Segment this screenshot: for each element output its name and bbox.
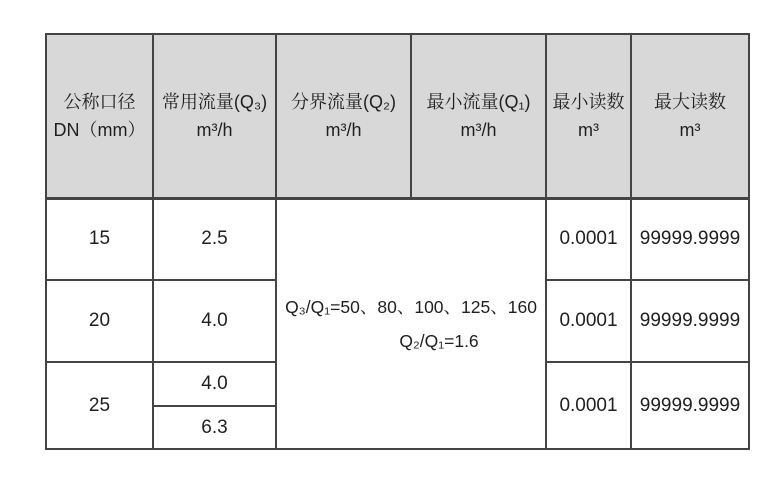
table-row-dn15: [46, 198, 749, 280]
cell-min-reading: 0.0001: [546, 362, 631, 449]
header-row: [46, 34, 749, 198]
header-unit: m³/h: [460, 119, 497, 140]
header-unit: m³: [679, 119, 701, 140]
cell-q3-flow-upper: 4.0: [153, 362, 276, 406]
cell-ratio-note: [276, 198, 546, 449]
header-dn: [46, 34, 153, 198]
cell-min-reading: 0.0001: [546, 280, 631, 362]
ratio-note-line1: Q₃/Q₁=50、80、100、125、160: [285, 296, 537, 317]
cell-dn: 25: [46, 362, 153, 449]
header-q2-flow: [276, 34, 411, 198]
cell-min-reading: 0.0001: [546, 198, 631, 280]
header-unit: DN（mm）: [53, 119, 146, 140]
header-max-reading: [631, 34, 749, 198]
cell-max-reading: 99999.9999: [631, 362, 749, 449]
header-q3-flow: [153, 34, 276, 198]
cell-dn: 15: [46, 198, 153, 280]
cell-q3-flow-lower: 6.3: [153, 406, 276, 449]
header-label: 最小读数: [552, 91, 625, 112]
header-label: 公称口径: [63, 91, 136, 112]
cell-q3-flow: 2.5: [153, 198, 276, 280]
header-label: 最小流量(Q₁): [426, 91, 531, 112]
header-label: 分界流量(Q₂): [291, 91, 396, 112]
water-meter-spec-table-wrap: [45, 33, 750, 450]
cell-max-reading: 99999.9999: [631, 280, 749, 362]
cell-max-reading: 99999.9999: [631, 198, 749, 280]
cell-dn: 20: [46, 280, 153, 362]
header-unit: m³/h: [325, 119, 362, 140]
header-label: 常用流量(Q₃): [161, 91, 268, 112]
cell-q3-flow: 4.0: [153, 280, 276, 362]
header-min-reading: [546, 34, 631, 198]
water-meter-spec-table: [45, 33, 750, 450]
header-label: 最大读数: [654, 91, 726, 112]
ratio-note-line2: Q₂/Q₁=1.6: [399, 330, 479, 351]
header-unit: m³/h: [196, 119, 233, 140]
header-q1-flow: [411, 34, 546, 198]
header-unit: m³: [578, 119, 599, 140]
